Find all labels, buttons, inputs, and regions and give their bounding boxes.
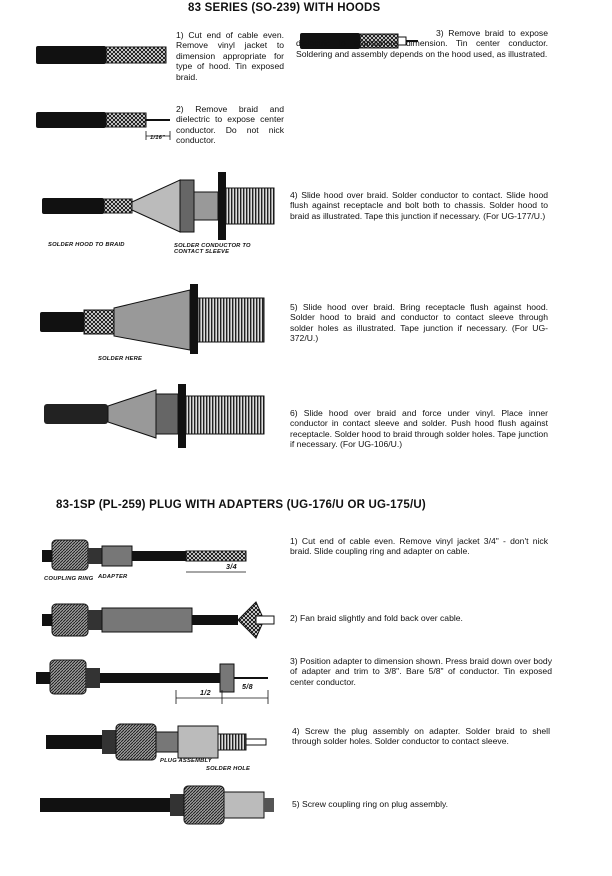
plug-step5-text: 5) Screw coupling ring on plug assembly.	[292, 799, 449, 809]
label-solder-contact: SOLDER CONDUCTOR TO CONTACT SLEEVE	[174, 243, 251, 255]
label-solder-hood: SOLDER HOOD TO BRAID	[48, 242, 125, 248]
section2-title: 83-1SP (PL-259) PLUG WITH ADAPTERS (UG-176/U OR UG-175/U)	[56, 499, 426, 511]
fan-braid-figure	[42, 598, 282, 642]
position-adapter-figure	[36, 652, 286, 704]
plug-step4-text: 4) Screw the plug assembly on adapter. Solder braid to shell through solder holes. Solder conductor to contact sleeve.	[292, 726, 550, 747]
step5-text: 5) Slide hood over braid. Bring receptacle flush against hood. Solder hood to braid and conductor to contact sleeve through solder holes as illustrated. Tape junction if necessary. (For UG-372/U.)	[290, 302, 548, 344]
plug-step2-text: 2) Fan braid slightly and fold back over cable.	[290, 613, 463, 623]
section1-title: 83 SERIES (SO-239) WITH HOODS	[188, 2, 381, 14]
dimension-5-8: 5/8	[242, 682, 253, 691]
label-coupling-ring: COUPLING RING	[44, 576, 94, 582]
hood-ug106-figure	[44, 380, 274, 452]
plug-step3-text: 3) Position adapter to dimension shown. Press braid down over body of adapter and trim to 3/8". Bare 5/8" of conductor. Tin exposed center conductor.	[290, 656, 552, 687]
step6-text: 6) Slide hood over braid and force under vinyl. Place inner conductor in contact sleeve and solder. Push hood flush against receptacle. Solder hood to braid through solder holes. Tape junction if necessary. (For UG-106/U.)	[290, 408, 548, 450]
coupling-ring-figure	[40, 784, 280, 824]
step2-text: 2) Remove braid and dielectric to expose center conductor. Do not nick conductor.	[176, 104, 284, 146]
plug-cable-prep-figure	[42, 536, 282, 576]
label-solder-holes: SOLDER HOLE	[206, 766, 251, 772]
hood-ug177-figure	[42, 168, 280, 244]
dimension-1-2: 1/2	[200, 688, 211, 697]
label-plug-assembly: PLUG ASSEMBLY	[160, 758, 212, 764]
step4-text: 4) Slide hood over braid. Solder conductor to contact. Slide hood flush against receptacle and bolt both to chassis. Solder hood to braid as illustrated. Tape this junction if necessary. (For UG-177/U.)	[290, 190, 548, 221]
step1-text: 1) Cut end of cable even. Remove vinyl jacket to dimension appropriate for type of hood. Tin exposed braid.	[176, 30, 284, 82]
step3-text: 3) Remove braid to expose dielectric to appropriate dimension. Tin center conductor. Soldering and assembly depends on the hood used, as illustrated.	[296, 28, 548, 59]
plug-step1-text: 1) Cut end of cable even. Remove vinyl jacket 3/4" - don't nick braid. Slide coupling ring and adapter on cable.	[290, 536, 548, 557]
dimension-3-4: 3/4	[226, 562, 237, 571]
label-adapter: ADAPTER	[98, 574, 128, 580]
step2-dimension: 1/16"	[150, 135, 166, 141]
hood-ug372-figure	[40, 284, 280, 354]
label-solder-here: SOLDER HERE	[98, 356, 143, 362]
cable-cut-figure	[36, 42, 176, 68]
